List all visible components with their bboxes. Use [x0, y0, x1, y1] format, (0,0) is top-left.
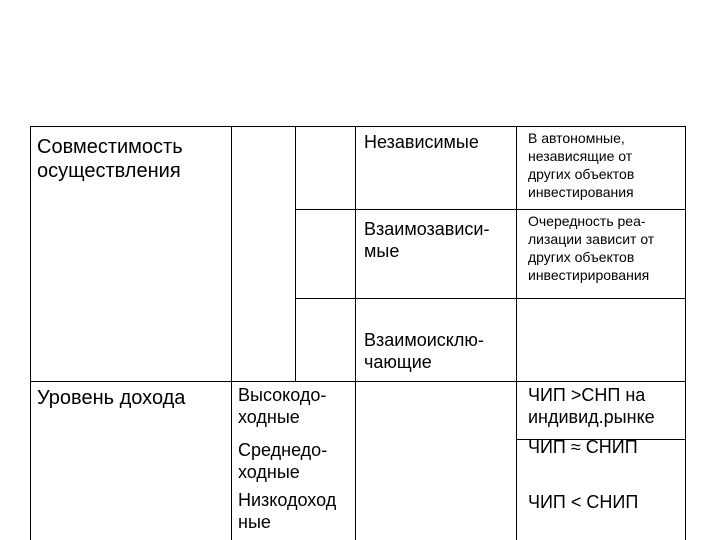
row-divider-1	[295, 209, 686, 210]
type-interdependent	[364, 219, 489, 262]
type-mutually-exclusive-line1: Взаимоисклю-	[364, 330, 484, 350]
type-high-income	[238, 385, 326, 428]
table-border-top	[30, 126, 686, 127]
type-interdependent-line2: мые	[364, 240, 400, 261]
desc-independent-line: инвестирования	[528, 183, 634, 200]
desc-medium-income	[528, 437, 638, 459]
compatibility-label-line1: Совместимость	[37, 136, 183, 158]
type-mutually-exclusive	[364, 330, 484, 373]
desc-interdependent-line: других объектов	[528, 248, 635, 265]
desc-independent-line: других объектов	[528, 165, 635, 182]
type-low-income	[238, 490, 336, 533]
divider-label-col	[231, 126, 232, 540]
income-label: Уровень дохода	[37, 387, 186, 409]
table-border-left	[30, 126, 31, 540]
type-medium-income	[238, 440, 327, 483]
desc-medium-income-line1: ЧИП ≈ СНИП	[528, 437, 638, 457]
desc-independent-line: независящие от	[528, 147, 633, 164]
type-independent	[364, 132, 479, 154]
type-medium-income-line1: Среднедо-	[238, 440, 328, 460]
section-divider	[30, 381, 686, 382]
type-interdependent-line1: Взаимозависи-	[364, 219, 490, 239]
desc-low-income	[528, 492, 638, 514]
divider-type-col	[355, 126, 356, 540]
type-high-income-line2: ходные	[238, 406, 300, 427]
desc-independent	[528, 130, 634, 202]
type-mutually-exclusive-line2: чающие	[364, 351, 432, 372]
compatibility-label-line2: осуществления	[37, 160, 181, 182]
desc-high-income-line2: индивид.рынке	[528, 406, 655, 427]
desc-low-income-line1: ЧИП < СНИП	[528, 492, 639, 512]
type-independent-label: Независимые	[364, 132, 479, 152]
desc-high-income	[528, 385, 655, 428]
type-low-income-line2: ные	[238, 511, 271, 532]
divider-subcategory-col	[295, 126, 296, 381]
compatibility-label	[37, 135, 183, 183]
type-medium-income-line2: ходные	[238, 461, 300, 482]
row-divider-2	[295, 298, 686, 299]
table-border-right	[685, 126, 686, 540]
desc-high-income-line1: ЧИП >СНП на	[528, 385, 646, 405]
desc-interdependent	[528, 213, 654, 285]
divider-desc-col	[516, 126, 517, 540]
desc-interdependent-line: инвестирирования	[528, 266, 650, 283]
desc-interdependent-line: Очередность реа-	[528, 213, 646, 229]
desc-interdependent-line: лизации зависит от	[528, 230, 655, 247]
type-high-income-line1: Высокодо-	[238, 385, 327, 405]
desc-independent-line: В автономные,	[528, 130, 625, 146]
type-low-income-line1: Низкодоход	[238, 490, 337, 510]
